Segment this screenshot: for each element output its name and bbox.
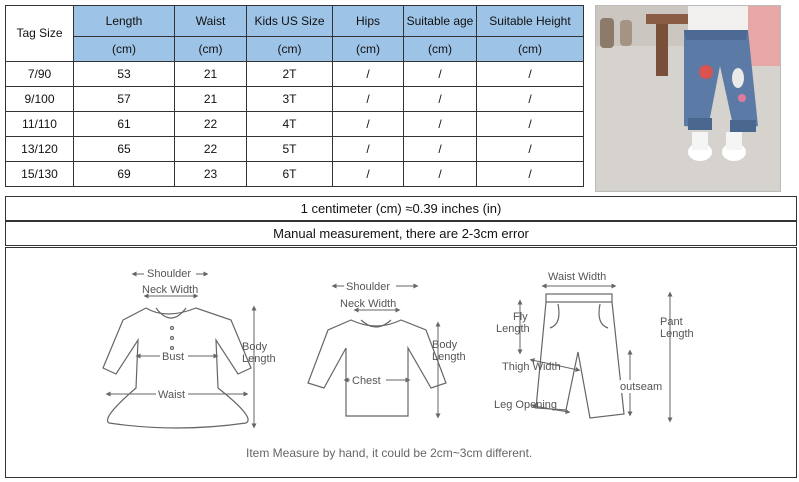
conversion-note: 1 centimeter (cm) ≈0.39 inches (in) xyxy=(5,196,797,221)
header-length: Length xyxy=(74,6,175,37)
pants-length-label xyxy=(660,316,694,340)
cell: 15/130 xyxy=(6,162,74,187)
measurement-diagram xyxy=(5,247,797,478)
dress-neck-label: Neck Width xyxy=(142,284,199,296)
label-line: Length xyxy=(496,323,530,335)
cell: 9/100 xyxy=(6,87,74,112)
header-suitable-age: Suitable age xyxy=(404,6,477,37)
pants-outseam-label: outseam xyxy=(620,381,663,393)
cell: / xyxy=(477,162,584,187)
pants-fly-label xyxy=(496,311,531,335)
cell: 6T xyxy=(247,162,333,187)
unit-cell: (cm) xyxy=(247,37,333,62)
cell: / xyxy=(477,62,584,87)
cell: / xyxy=(404,137,477,162)
cell: 61 xyxy=(74,112,175,137)
unit-cell: (cm) xyxy=(404,37,477,62)
cell: / xyxy=(477,112,584,137)
cell: 22 xyxy=(175,137,247,162)
unit-cell: (cm) xyxy=(333,37,404,62)
label-line: Length xyxy=(432,351,466,363)
cell: / xyxy=(404,62,477,87)
header-waist: Waist xyxy=(175,6,247,37)
header-hips: Hips xyxy=(333,6,404,37)
header-suitable-height: Suitable Height xyxy=(477,6,584,37)
cell: 7/90 xyxy=(6,62,74,87)
cell: / xyxy=(333,137,404,162)
cell: / xyxy=(404,162,477,187)
label-line: Length xyxy=(242,353,276,365)
unit-row xyxy=(6,37,584,62)
pants-waist-label: Waist Width xyxy=(548,271,607,283)
cell: 23 xyxy=(175,162,247,187)
cell: 2T xyxy=(247,62,333,87)
size-table xyxy=(5,5,584,187)
shirt-neck-label: Neck Width xyxy=(340,298,397,310)
measurement-illustration xyxy=(6,248,796,477)
pants-leg-label: Leg Opening xyxy=(494,399,557,411)
label-line: Body xyxy=(432,339,458,351)
cell: 21 xyxy=(175,62,247,87)
cell: 11/110 xyxy=(6,112,74,137)
kids-jeans-photo xyxy=(595,5,781,192)
cell: 13/120 xyxy=(6,137,74,162)
shirt-shoulder-label: Shoulder xyxy=(346,281,391,293)
cell: / xyxy=(404,112,477,137)
header-tag-size: Tag Size xyxy=(6,6,74,62)
cell: 4T xyxy=(247,112,333,137)
header-row xyxy=(6,6,584,37)
shirt-body-length-label xyxy=(432,339,466,363)
cell: 22 xyxy=(175,112,247,137)
cell: 3T xyxy=(247,87,333,112)
cell: 57 xyxy=(74,87,175,112)
table-row xyxy=(6,137,584,162)
table-row xyxy=(6,162,584,187)
label-line: Body xyxy=(242,341,268,353)
table-row xyxy=(6,112,584,137)
dress-bust-label: Bust xyxy=(162,351,185,363)
cell: 21 xyxy=(175,87,247,112)
table-row xyxy=(6,87,584,112)
shirt-drawing xyxy=(308,320,446,416)
cell: / xyxy=(404,87,477,112)
unit-cell: (cm) xyxy=(477,37,584,62)
label-line: Length xyxy=(660,328,694,340)
cell: / xyxy=(333,112,404,137)
cell: / xyxy=(333,87,404,112)
cell: / xyxy=(477,137,584,162)
header-kids-us-size: Kids US Size xyxy=(247,6,333,37)
shirt-chest-label: Chest xyxy=(352,375,381,387)
cell: 5T xyxy=(247,137,333,162)
dress-body-length-label xyxy=(242,341,276,365)
cell: / xyxy=(333,62,404,87)
unit-cell: (cm) xyxy=(74,37,175,62)
cell: 65 xyxy=(74,137,175,162)
unit-cell: (cm) xyxy=(175,37,247,62)
cell: / xyxy=(477,87,584,112)
cell: / xyxy=(333,162,404,187)
size-chart xyxy=(5,5,797,478)
cell: 69 xyxy=(74,162,175,187)
pants-thigh-label: Thigh Width xyxy=(502,361,561,373)
label-line: Fly xyxy=(513,311,528,323)
label-line: Pant xyxy=(660,316,683,328)
cell: 53 xyxy=(74,62,175,87)
table-row xyxy=(6,62,584,87)
measure-footer-note: Item Measure by hand, it could be 2cm~3cm different. xyxy=(246,446,533,460)
photo-illustration xyxy=(596,6,780,191)
dress-drawing xyxy=(103,308,251,428)
dress-shoulder-label: Shoulder xyxy=(147,268,192,280)
error-note: Manual measurement, there are 2-3cm error xyxy=(5,221,797,246)
dress-waist-label: Waist xyxy=(158,389,186,401)
